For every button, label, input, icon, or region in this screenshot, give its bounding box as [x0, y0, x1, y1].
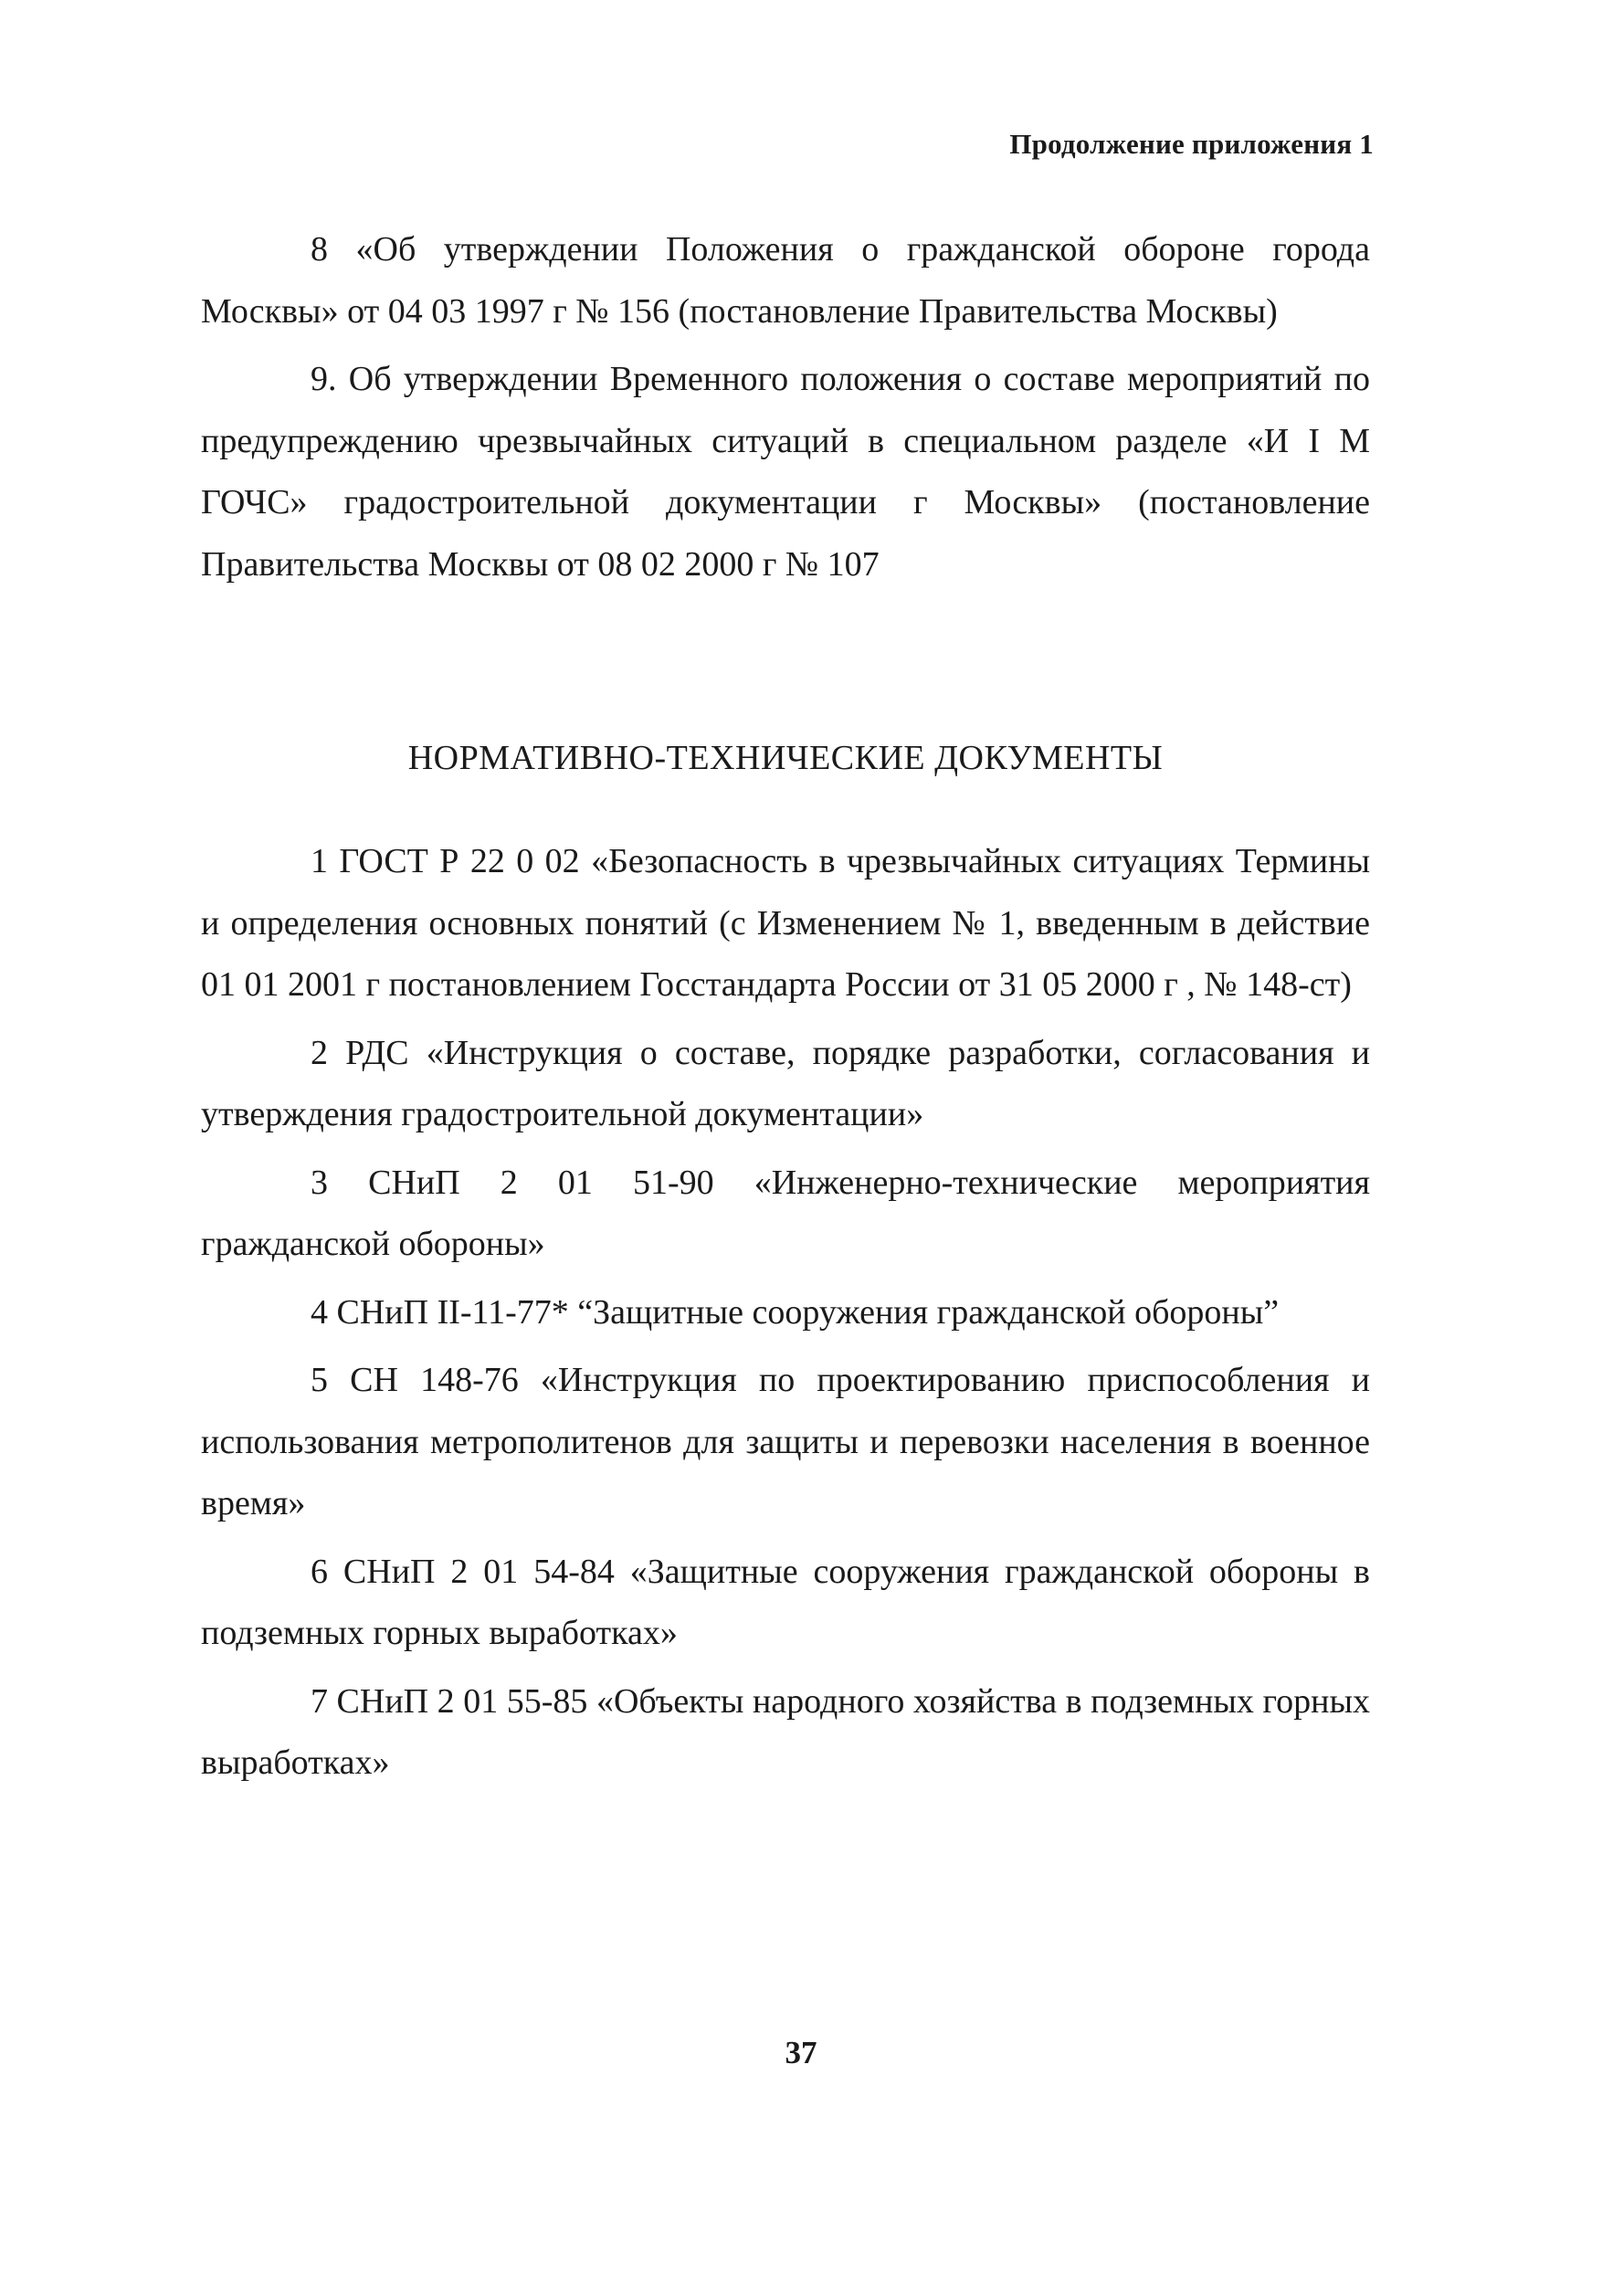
legal-acts-list [201, 219, 1370, 595]
running-header: Продолжение приложения 1 [1009, 128, 1374, 160]
list-item: 8 «Об утверждении Положения о гражданской обороне города Москвы» от 04 03 1997 г № 156 (постановление Правительства Москвы) [201, 230, 1370, 331]
page-number: 37 [785, 2035, 817, 2070]
list-item: 7 СНиП 2 01 55-85 «Объекты народного хозяйства в подземных горных выработках» [201, 1681, 1370, 1782]
list-item: 2 РДС «Инструкция о составе, порядке разработки, согласования и утверждения градостроительной документации» [201, 1033, 1370, 1133]
list-item: 6 СНиП 2 01 54-84 «Защитные сооружения гражданской обороны в подземных горных выработках» [201, 1552, 1370, 1652]
section-heading: НОРМАТИВНО-ТЕХНИЧЕСКИЕ ДОКУМЕНТЫ [407, 739, 1164, 777]
list-item: 1 ГОСТ Р 22 0 02 «Безопасность в чрезвычайных ситуациях Термины и определения основных понятий (с Изменением № 1, введенным в действие 01 01 2001 г постановлением Госстандарта России от 31 05 2000 г , № 148-ст) [201, 842, 1370, 1004]
normative-documents-list [201, 831, 1370, 1795]
list-item: 4 СНиП II-11-77* “Защитные сооружения гражданской обороны” [311, 1292, 1280, 1332]
list-item: 9. Об утверждении Временного положения о составе мероприятий по предупреждению чрезвычайных ситуаций в специальном разделе «И I M ГОЧС» градостроительной документации г Москвы» (постановление Правительства Москвы от 08 02 2000 г № 107 [201, 360, 1370, 584]
list-item: 3 СНиП 2 01 51-90 «Инженерно-технические мероприятия гражданской обороны» [201, 1163, 1370, 1263]
list-item: 5 СН 148-76 «Инструкция по проектированию приспособления и использования метрополитенов для защиты и перевозки населения в военное время» [201, 1361, 1370, 1522]
